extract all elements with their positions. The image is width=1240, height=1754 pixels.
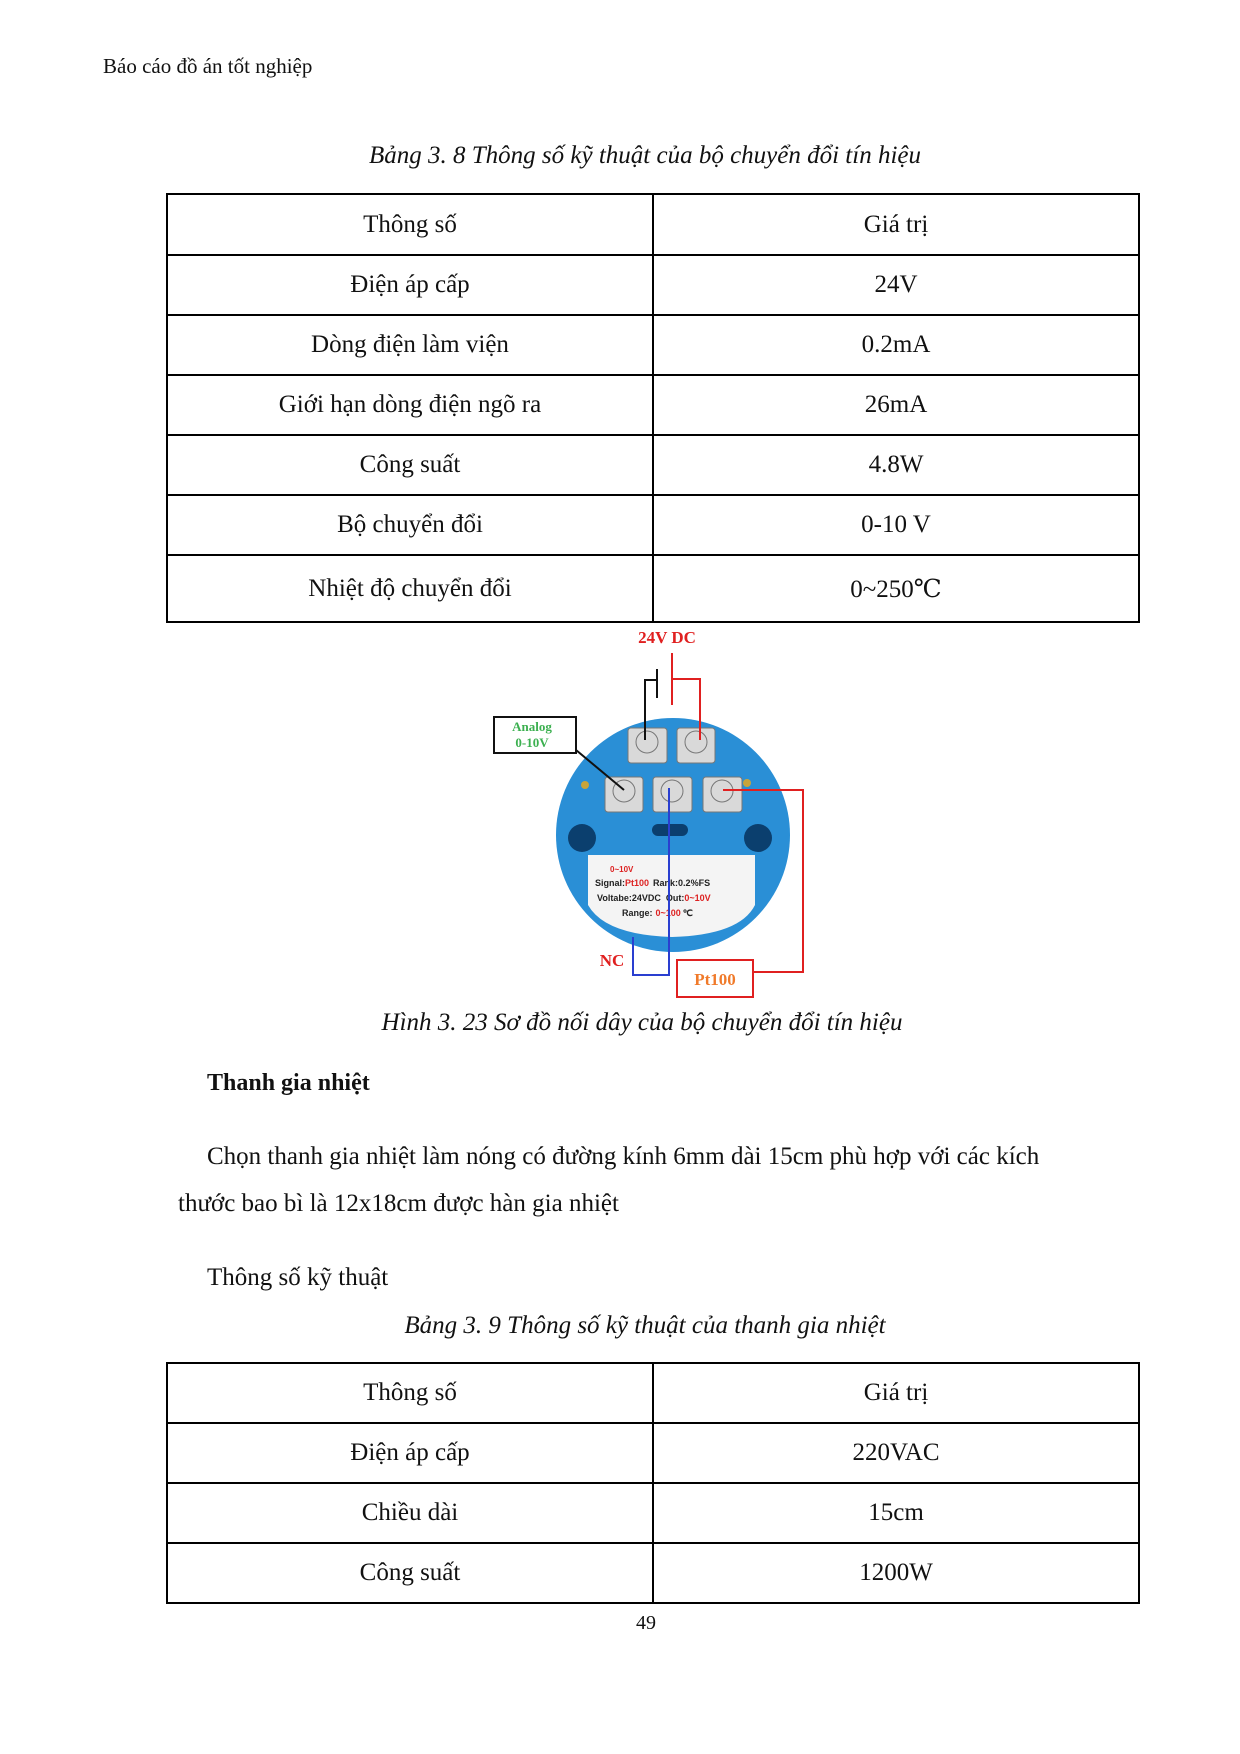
- table-row: [167, 435, 1139, 495]
- table-cell: 0.2mA: [653, 315, 1139, 375]
- table-row: [167, 375, 1139, 435]
- table-cell: 0-10 V: [653, 495, 1139, 555]
- analog-label: Analog: [512, 719, 552, 734]
- table-cell: 26mA: [653, 375, 1139, 435]
- pt100-label: Pt100: [694, 970, 736, 989]
- table-row: [167, 1423, 1139, 1483]
- subheading: Thông số kỹ thuật: [207, 1264, 389, 1291]
- plate-out-text: 0~10V: [610, 865, 634, 874]
- nc-label: NC: [599, 951, 625, 970]
- section-heading: Thanh gia nhiệt: [207, 1070, 370, 1096]
- table2: [166, 1362, 1140, 1604]
- table-cell: 220VAC: [653, 1423, 1139, 1483]
- table-cell: Công suất: [167, 435, 653, 495]
- paragraph-line: thước bao bì là 12x18cm được hàn gia nhiệt: [178, 1190, 619, 1217]
- table-cell: Công suất: [167, 1543, 653, 1603]
- supply-label: 24V DC: [638, 628, 696, 647]
- plate-range: Range: 0~100 ℃: [622, 908, 693, 918]
- table-cell: Giá trị: [653, 194, 1139, 255]
- table1: [166, 193, 1140, 623]
- table-row: [167, 194, 1139, 255]
- mounting-hole: [568, 824, 596, 852]
- table-cell: Giá trị: [653, 1363, 1139, 1423]
- table-cell: 4.8W: [653, 435, 1139, 495]
- wiring-diagram: [480, 625, 810, 1010]
- table-cell: 1200W: [653, 1543, 1139, 1603]
- paragraph-line: Chọn thanh gia nhiệt làm nóng có đường kính 6mm dài 15cm phù hợp với các kích: [207, 1143, 1040, 1170]
- table-cell: Bộ chuyển đổi: [167, 495, 653, 555]
- table-cell: 0~250℃: [653, 555, 1139, 622]
- plate-voltage: Voltabe:24VDC Out:0~10V: [597, 893, 711, 903]
- table2-caption: Bảng 3. 9 Thông số kỹ thuật của thanh gia nhiệt: [404, 1312, 886, 1339]
- analog-range-label: 0-10V: [515, 735, 549, 750]
- table-cell: Giới hạn dòng điện ngõ ra: [167, 375, 653, 435]
- mounting-hole: [744, 824, 772, 852]
- table-cell: 24V: [653, 255, 1139, 315]
- table-row: [167, 1363, 1139, 1423]
- table-cell: Điện áp cấp: [167, 255, 653, 315]
- table-row: [167, 255, 1139, 315]
- table-cell: Chiều dài: [167, 1483, 653, 1543]
- table-cell: Thông số: [167, 194, 653, 255]
- page-number: 49: [636, 1612, 656, 1634]
- table-cell: 15cm: [653, 1483, 1139, 1543]
- table-cell: Dòng điện làm viện: [167, 315, 653, 375]
- figure-caption: Hình 3. 23 Sơ đồ nối dây của bộ chuyển đổi tín hiệu: [381, 1009, 903, 1036]
- table-row: [167, 1543, 1139, 1603]
- table-cell: Thông số: [167, 1363, 653, 1423]
- table-cell: Điện áp cấp: [167, 1423, 653, 1483]
- plate-signal: Signal:Pt100 Rank:0.2%FS: [595, 878, 711, 888]
- table-row: [167, 495, 1139, 555]
- table-row: [167, 1483, 1139, 1543]
- table-cell: Nhiệt độ chuyển đổi: [167, 555, 653, 622]
- table-row: [167, 555, 1139, 622]
- running-header: Báo cáo đồ án tốt nghiệp: [103, 54, 313, 78]
- table1-caption: Bảng 3. 8 Thông số kỹ thuật của bộ chuyển đổi tín hiệu: [368, 142, 921, 169]
- table-row: [167, 315, 1139, 375]
